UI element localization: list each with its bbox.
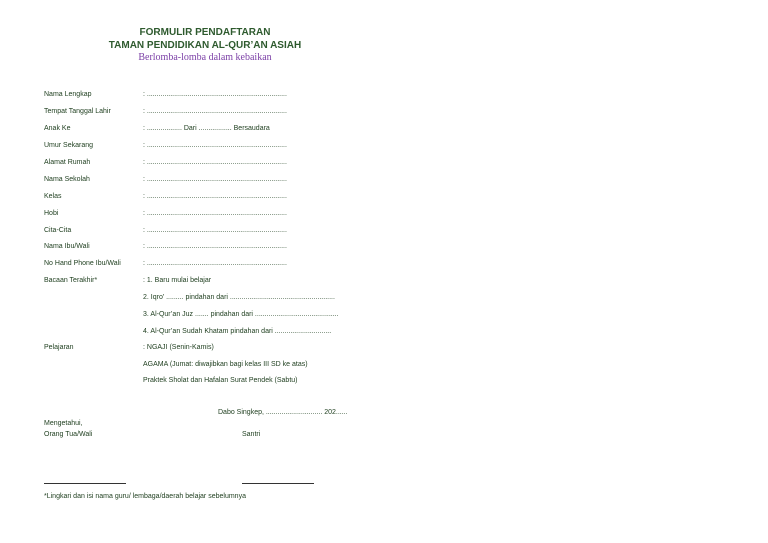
field-value: 3. Al-Qur’an Juz ....... pindahan dari ...........................................	[143, 311, 339, 318]
form-title: FORMULIR PENDAFTARAN	[139, 27, 271, 38]
place-date: Dabo Singkep, ............................. 202......	[218, 409, 348, 416]
field-value: : ........................................................................	[143, 142, 287, 149]
field-label: Nama Sekolah	[44, 176, 90, 183]
student-label: Santri	[242, 431, 261, 438]
field-value: AGAMA (Jumat: diwajibkan bagi kelas III SD ke atas)	[143, 361, 308, 368]
field-label: Bacaan Terakhir*	[44, 277, 98, 284]
footnote: *Lingkari dan isi nama guru/ lembaga/daerah belajar sebelumnya	[44, 493, 246, 500]
field-value: 4. Al-Qur’an Sudah Khatam pindahan dari .............................	[143, 328, 332, 335]
field-label: Nama Ibu/Wali	[44, 243, 90, 250]
field-label: Tempat Tanggal Lahir	[44, 108, 111, 115]
field-value: : NGAJI (Senin-Kamis)	[143, 344, 214, 351]
field-label: Cita-Cita	[44, 227, 72, 234]
parent-label: Orang Tua/Wali	[44, 431, 93, 438]
field-value: : ........................................................................	[143, 91, 287, 98]
field-value: : ........................................................................	[143, 159, 287, 166]
field-label: Alamat Rumah	[44, 159, 91, 166]
field-value: : ........................................................................	[143, 227, 287, 234]
field-label: Kelas	[44, 193, 62, 200]
field-value: : 1. Baru mulai belajar	[143, 277, 212, 284]
field-value: 2. Iqro’ ......... pindahan dari ......................................................	[143, 294, 335, 301]
field-value: : ........................................................................	[143, 176, 287, 183]
school-motto: Berlomba-lomba dalam kebaikan	[138, 52, 272, 63]
field-value: : ........................................................................	[143, 108, 287, 115]
field-label: Hobi	[44, 210, 59, 217]
field-value: : ........................................................................	[143, 193, 287, 200]
student-signature-line	[242, 483, 314, 484]
field-value: : .................. Dari ................. Bersaudara	[143, 125, 270, 132]
field-label: No Hand Phone Ibu/Wali	[44, 260, 121, 267]
field-label: Pelajaran	[44, 344, 74, 351]
acknowledge-label: Mengetahui,	[44, 420, 83, 427]
field-label: Umur Sekarang	[44, 142, 94, 149]
field-label: Anak Ke	[44, 125, 71, 132]
school-name: TAMAN PENDIDIKAN AL-QUR’AN ASIAH	[108, 40, 302, 51]
field-value: : ........................................................................	[143, 210, 287, 217]
field-value: Praktek Sholat dan Hafalan Surat Pendek (Sabtu)	[143, 377, 298, 384]
field-value: : ........................................................................	[143, 243, 287, 250]
field-label: Nama Lengkap	[44, 91, 92, 98]
field-value: : ........................................................................	[143, 260, 287, 267]
parent-signature-line	[44, 483, 126, 484]
